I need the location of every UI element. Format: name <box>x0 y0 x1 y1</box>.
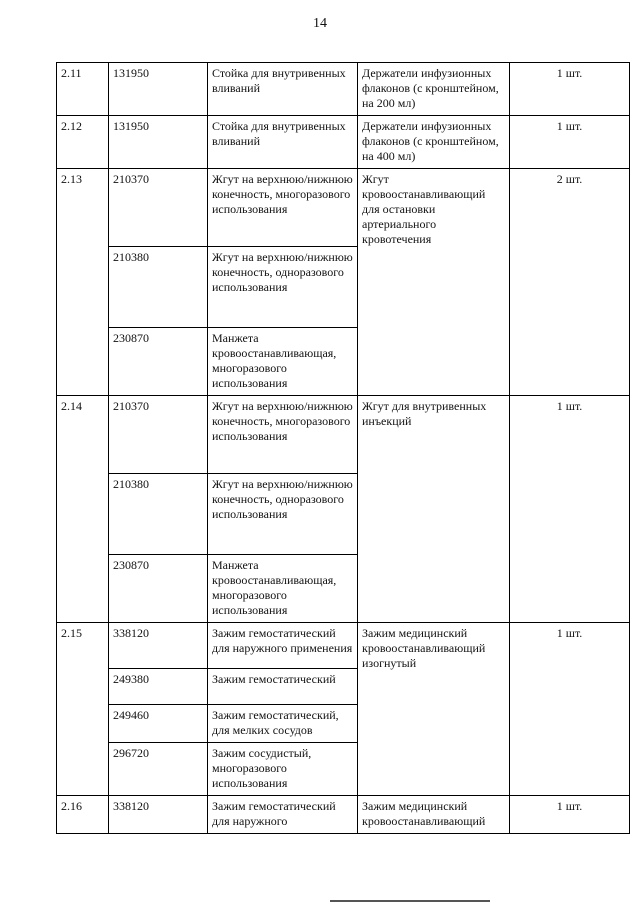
table-row <box>57 623 630 669</box>
table-row <box>57 396 630 474</box>
item-name: Жгут на верхнюю/нижнюю конечность, одноразового использования <box>208 247 358 328</box>
equipment-table <box>56 62 630 834</box>
item-description: Зажим медицинский кровоостанавливающий изогнутый <box>358 623 510 796</box>
item-description: Зажим медицинский кровоостанавливающий <box>358 796 510 834</box>
item-description: Держатели инфузионных флаконов (с кронштейном, на 200 мл) <box>358 63 510 116</box>
table-row <box>57 796 630 834</box>
page-number: 14 <box>313 16 327 31</box>
row-number: 2.12 <box>57 116 109 169</box>
row-number: 2.16 <box>57 796 109 834</box>
item-name: Зажим гемостатический для наружного применения <box>208 623 358 669</box>
item-name: Жгут на верхнюю/нижнюю конечность, многоразового использования <box>208 396 358 474</box>
item-name: Манжета кровоостанавливающая, многоразового использования <box>208 555 358 623</box>
item-name: Жгут на верхнюю/нижнюю конечность, многоразового использования <box>208 169 358 247</box>
item-code: 131950 <box>109 63 208 116</box>
item-name: Манжета кровоостанавливающая, многоразового использования <box>208 328 358 396</box>
item-quantity: 1 шт. <box>510 396 630 623</box>
item-code: 230870 <box>109 328 208 396</box>
item-code: 210370 <box>109 396 208 474</box>
item-code: 249380 <box>109 669 208 705</box>
table-row <box>57 169 630 247</box>
item-name: Зажим гемостатический для наружного <box>208 796 358 834</box>
item-name: Зажим сосудистый, многоразового использования <box>208 743 358 796</box>
item-code: 338120 <box>109 623 208 669</box>
item-quantity: 1 шт. <box>510 116 630 169</box>
item-code: 296720 <box>109 743 208 796</box>
bottom-rule <box>330 900 490 902</box>
item-quantity: 1 шт. <box>510 623 630 796</box>
item-name: Зажим гемостатический <box>208 669 358 705</box>
row-number: 2.13 <box>57 169 109 396</box>
item-code: 230870 <box>109 555 208 623</box>
item-description: Жгут для внутривенных инъекций <box>358 396 510 623</box>
table-row <box>57 63 630 116</box>
item-name: Жгут на верхнюю/нижнюю конечность, одноразового использования <box>208 474 358 555</box>
item-name: Стойка для внутривенных вливаний <box>208 63 358 116</box>
item-code: 210380 <box>109 474 208 555</box>
row-number: 2.14 <box>57 396 109 623</box>
item-code: 338120 <box>109 796 208 834</box>
item-quantity: 1 шт. <box>510 63 630 116</box>
item-code: 131950 <box>109 116 208 169</box>
table-row <box>57 116 630 169</box>
item-description: Держатели инфузионных флаконов (с кронштейном, на 400 мл) <box>358 116 510 169</box>
row-number: 2.11 <box>57 63 109 116</box>
item-code: 210370 <box>109 169 208 247</box>
item-code: 210380 <box>109 247 208 328</box>
item-quantity: 2 шт. <box>510 169 630 396</box>
item-quantity: 1 шт. <box>510 796 630 834</box>
item-name: Стойка для внутривенных вливаний <box>208 116 358 169</box>
row-number: 2.15 <box>57 623 109 796</box>
item-description: Жгут кровоостанавливающий для остановки артериального кровотечения <box>358 169 510 396</box>
item-code: 249460 <box>109 705 208 743</box>
table-body <box>57 63 630 834</box>
item-name: Зажим гемостатический, для мелких сосудов <box>208 705 358 743</box>
